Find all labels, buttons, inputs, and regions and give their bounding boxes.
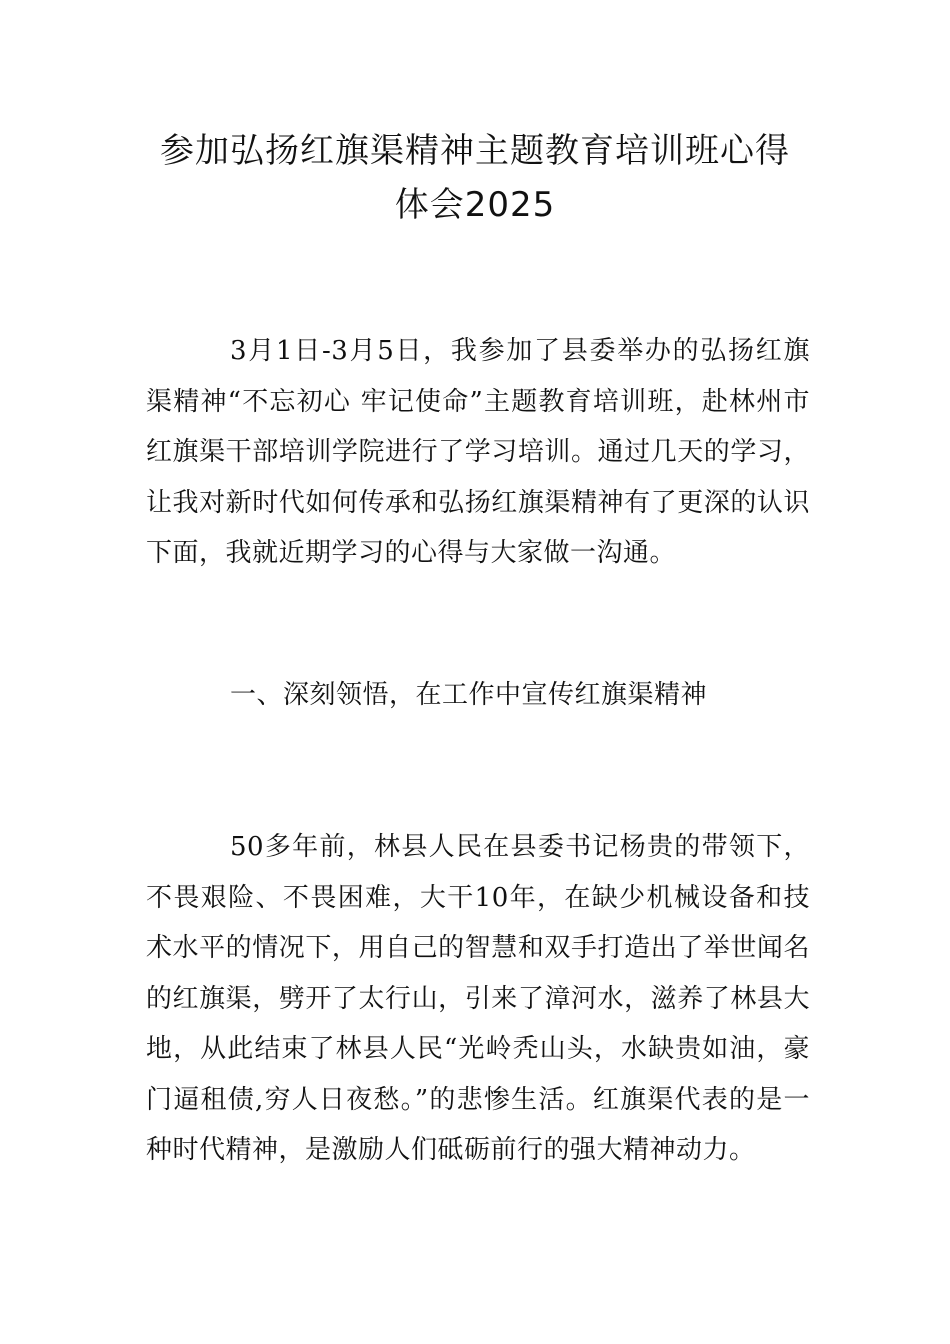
section-heading-1: 一、深刻领悟，在工作中宣传红旗渠精神: [230, 680, 708, 710]
paragraph-intro: 3月1日-3月5日，我参加了县委举办的弘扬红旗渠精神“不忘初心 牢记使命”主题教育培训班，赴林州市红旗渠干部培训学院进行了学习培训。通过几天的学习，让我对新时代如何传承和弘扬红旗渠精神有了更深的认识下面，我就近期学习的心得与大家做一沟通。: [146, 336, 810, 568]
document-title: [120, 124, 830, 232]
paragraph-section-1: 50多年前，林县人民在县委书记杨贵的带领下，不畏艰险、不畏困难，大干10年，在缺少机械设备和技术水平的情况下，用自己的智慧和双手打造出了举世闻名的红旗渠，劈开了太行山，引来了漳河水，滋养了林县大地，从此结束了林县人民“光岭秃山头，水缺贵如油，豪门逼租债,穷人日夜愁。”的悲惨生活。红旗渠代表的是一种时代精神，是激励人们砥砺前行的强大精神动力。: [146, 832, 810, 1165]
title-line-2: 体会2025: [394, 185, 556, 225]
title-line-1: 参加弘扬红旗渠精神主题教育培训班心得: [160, 131, 790, 171]
